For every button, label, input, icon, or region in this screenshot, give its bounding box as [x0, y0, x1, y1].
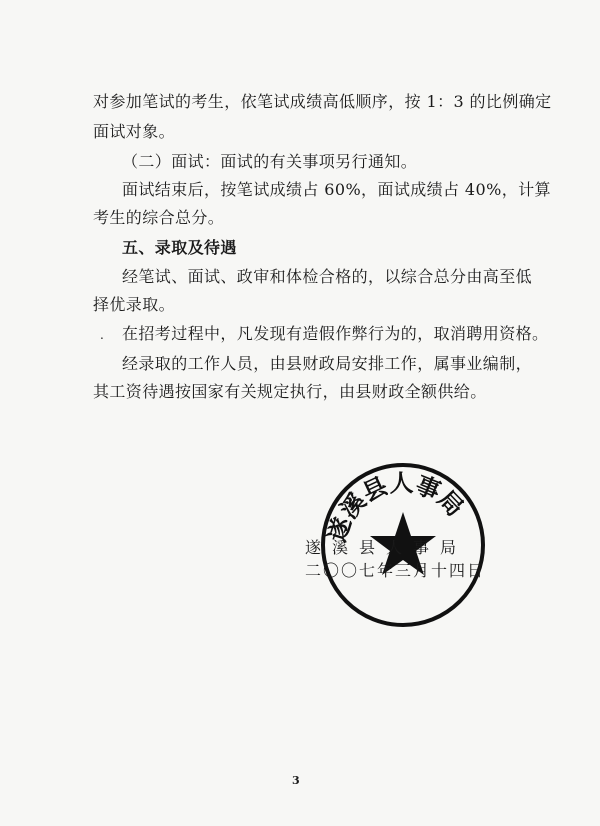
paragraph-line: 考生的综合总分。 [93, 208, 225, 227]
paragraph-line: 其工资待遇按国家有关规定执行，由县财政全额供给。 [93, 382, 487, 401]
paragraph-line: （二）面试：面试的有关事项另行通知。 [122, 152, 418, 171]
paragraph-line: 经录取的工作人员，由县财政局安排工作，属事业编制， [122, 354, 533, 373]
paragraph-line: 面试对象。 [93, 122, 176, 141]
paragraph-line: 择优录取。 [93, 295, 176, 314]
page-number: 3 [292, 774, 300, 787]
scan-speck: . [100, 328, 104, 342]
paragraph-line: 面试结束后，按笔试成绩占 60%，面试成绩占 40%，计算 [122, 180, 551, 199]
signature-date: 二〇〇七年三月十四日 [305, 561, 486, 580]
paragraph-line: 对参加笔试的考生，依笔试成绩高低顺序，按 1：3 的比例确定 [93, 92, 552, 111]
signature-organization: 遂溪县人事局 [305, 538, 468, 557]
svg-text:遂溪县人事局: 遂溪县人事局 [322, 468, 470, 546]
section-heading: 五、录取及待遇 [122, 238, 237, 257]
paragraph-line: 在招考过程中，凡发现有造假作弊行为的，取消聘用资格。 [122, 324, 549, 343]
paragraph-line: 经笔试、面试、政审和体检合格的，以综合总分由高至低 [122, 267, 533, 286]
